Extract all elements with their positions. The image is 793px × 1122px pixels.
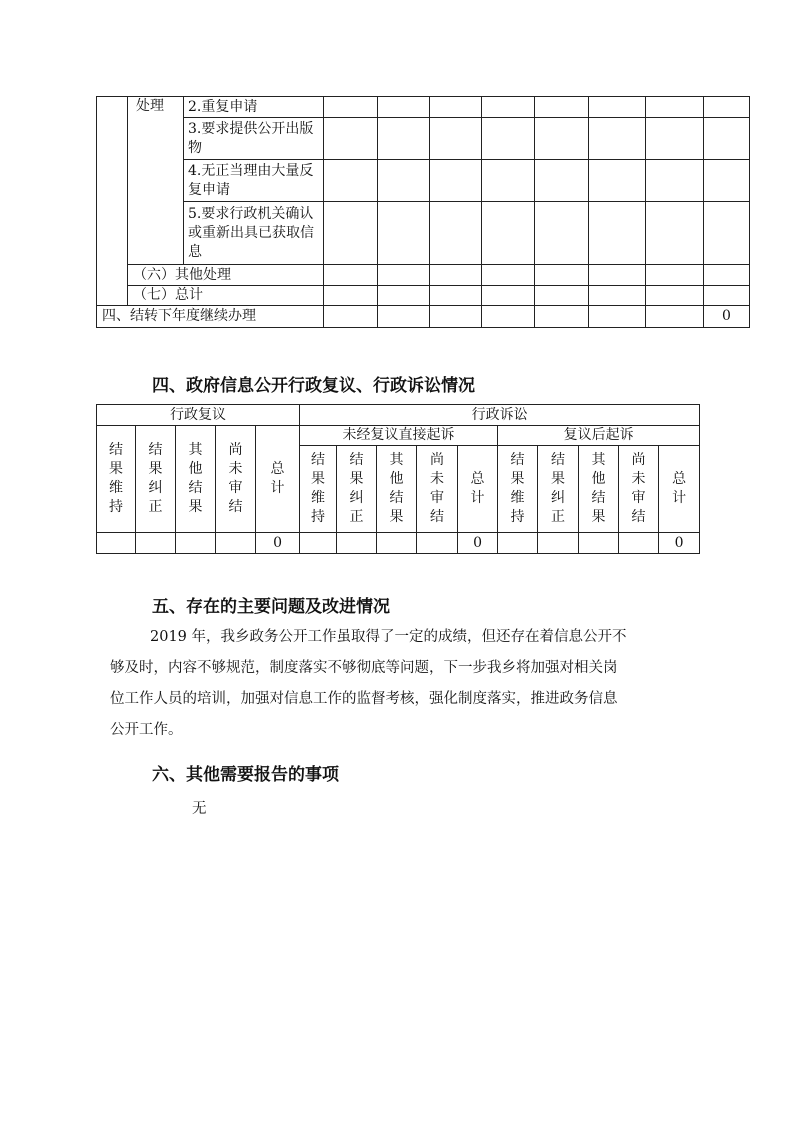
table-cell: [646, 97, 704, 118]
table-cell: [378, 265, 430, 286]
body-line: 公开工作。: [110, 722, 183, 738]
table-cell: [589, 286, 646, 306]
table-cell: [646, 286, 704, 306]
table-cell: [589, 97, 646, 118]
review-litigation-table: [96, 404, 700, 554]
table-cell: [324, 306, 378, 328]
table-cell: [417, 533, 458, 554]
table-cell: [300, 533, 337, 554]
table-cell: [589, 118, 646, 160]
sub-row-label: 5.要求行政机关确认或重新出具已获取信息: [184, 202, 324, 265]
sub-row-label: 2.重复申请: [184, 97, 324, 118]
table-cell: [646, 160, 704, 202]
table-cell: [589, 265, 646, 286]
table-cell: [378, 202, 430, 265]
table-cell: [378, 306, 430, 328]
direct-suit-header: 未经复议直接起诉: [300, 426, 498, 446]
table-cell: 0: [256, 533, 300, 554]
col-header: 结果纠正: [337, 446, 377, 533]
table-cell: [704, 160, 750, 202]
table-cell: 0: [458, 533, 498, 554]
table-cell: [430, 118, 482, 160]
table-cell: [538, 533, 579, 554]
section6-body: 无: [192, 801, 207, 817]
col-header: 结果维持: [498, 446, 538, 533]
col-header: 其他结果: [176, 426, 216, 533]
section5-body: [110, 622, 684, 746]
table-cell: [535, 118, 589, 160]
col-header: 其他结果: [579, 446, 619, 533]
table-cell: [324, 160, 378, 202]
table-cell: [97, 533, 136, 554]
table-cell: [646, 265, 704, 286]
table-cell: [378, 97, 430, 118]
col-header: 尚未审结: [216, 426, 256, 533]
table-cell: [589, 306, 646, 328]
table-cell: [535, 160, 589, 202]
col-header: 结果纠正: [538, 446, 579, 533]
col-header: 总计: [458, 446, 498, 533]
table-cell: [324, 202, 378, 265]
body-line: 够及时，内容不够规范，制度落实不够彻底等问题，下一步我乡将加强对相关岗: [110, 660, 618, 676]
table-cell: [704, 118, 750, 160]
table-cell: [589, 160, 646, 202]
table-cell: [646, 306, 704, 328]
table-cell: [535, 97, 589, 118]
table-cell: [378, 160, 430, 202]
table-cell: [535, 286, 589, 306]
table-cell: [482, 160, 535, 202]
table-cell: [619, 533, 659, 554]
admin-review-header: 行政复议: [97, 405, 300, 426]
col-header: 总计: [659, 446, 700, 533]
table-cell: [378, 118, 430, 160]
table-cell: [704, 286, 750, 306]
body-line: 位工作人员的培训，加强对信息工作的监督考核，强化制度落实，推进政务信息: [110, 691, 618, 707]
other-handling-label: （六）其他处理: [128, 265, 324, 286]
section5-heading: 五、存在的主要问题及改进情况: [152, 597, 390, 617]
table-cell: [324, 286, 378, 306]
table-cell: [589, 202, 646, 265]
table-cell: [646, 202, 704, 265]
table-cell: [482, 118, 535, 160]
litigation-header: 行政诉讼: [300, 405, 700, 426]
table-cell: [579, 533, 619, 554]
application-handling-table: [96, 96, 750, 328]
table-cell: [482, 265, 535, 286]
table-cell: 0: [704, 306, 750, 328]
table-cell: [482, 97, 535, 118]
table-cell: [430, 286, 482, 306]
col-header: 尚未审结: [619, 446, 659, 533]
carry-over-label: 四、结转下年度继续办理: [97, 306, 324, 328]
table-cell: [216, 533, 256, 554]
table-cell: 0: [659, 533, 700, 554]
table-cell: [535, 306, 589, 328]
col-header: 结果维持: [300, 446, 337, 533]
body-line: 2019 年，我乡政务公开工作虽取得了一定的成绩，但还存在着信息公开不: [150, 629, 627, 645]
table-cell: [136, 533, 176, 554]
table-cell: [337, 533, 377, 554]
table-cell: [535, 265, 589, 286]
group-label-cell: [128, 97, 184, 265]
col-header: 其他结果: [377, 446, 417, 533]
table-cell: [324, 97, 378, 118]
section4-heading: 四、政府信息公开行政复议、行政诉讼情况: [152, 376, 475, 396]
table-cell: [377, 533, 417, 554]
table-cell: [482, 306, 535, 328]
table-cell: [324, 265, 378, 286]
table-cell: [430, 202, 482, 265]
table-cell: [704, 202, 750, 265]
table-cell: [430, 97, 482, 118]
col-header: 总计: [256, 426, 300, 533]
group-label: 处理: [136, 98, 164, 114]
table-cell: [378, 286, 430, 306]
col-header: 结果纠正: [136, 426, 176, 533]
total-label: （七）总计: [128, 286, 324, 306]
table-cell: [324, 118, 378, 160]
table-cell: [430, 306, 482, 328]
row-spacer: [97, 97, 128, 306]
section6-heading: 六、其他需要报告的事项: [152, 765, 339, 785]
table-cell: [430, 160, 482, 202]
table-cell: [482, 202, 535, 265]
col-header: 结果维持: [97, 426, 136, 533]
table-cell: [498, 533, 538, 554]
table-cell: [646, 118, 704, 160]
table-cell: [430, 265, 482, 286]
table-cell: [704, 97, 750, 118]
col-header: 尚未审结: [417, 446, 458, 533]
table-cell: [704, 265, 750, 286]
sub-row-label: 4.无正当理由大量反复申请: [184, 160, 324, 202]
sub-row-label: 3.要求提供公开出版物: [184, 118, 324, 160]
table-cell: [176, 533, 216, 554]
after-review-header: 复议后起诉: [498, 426, 700, 446]
table-cell: [482, 286, 535, 306]
table-cell: [535, 202, 589, 265]
